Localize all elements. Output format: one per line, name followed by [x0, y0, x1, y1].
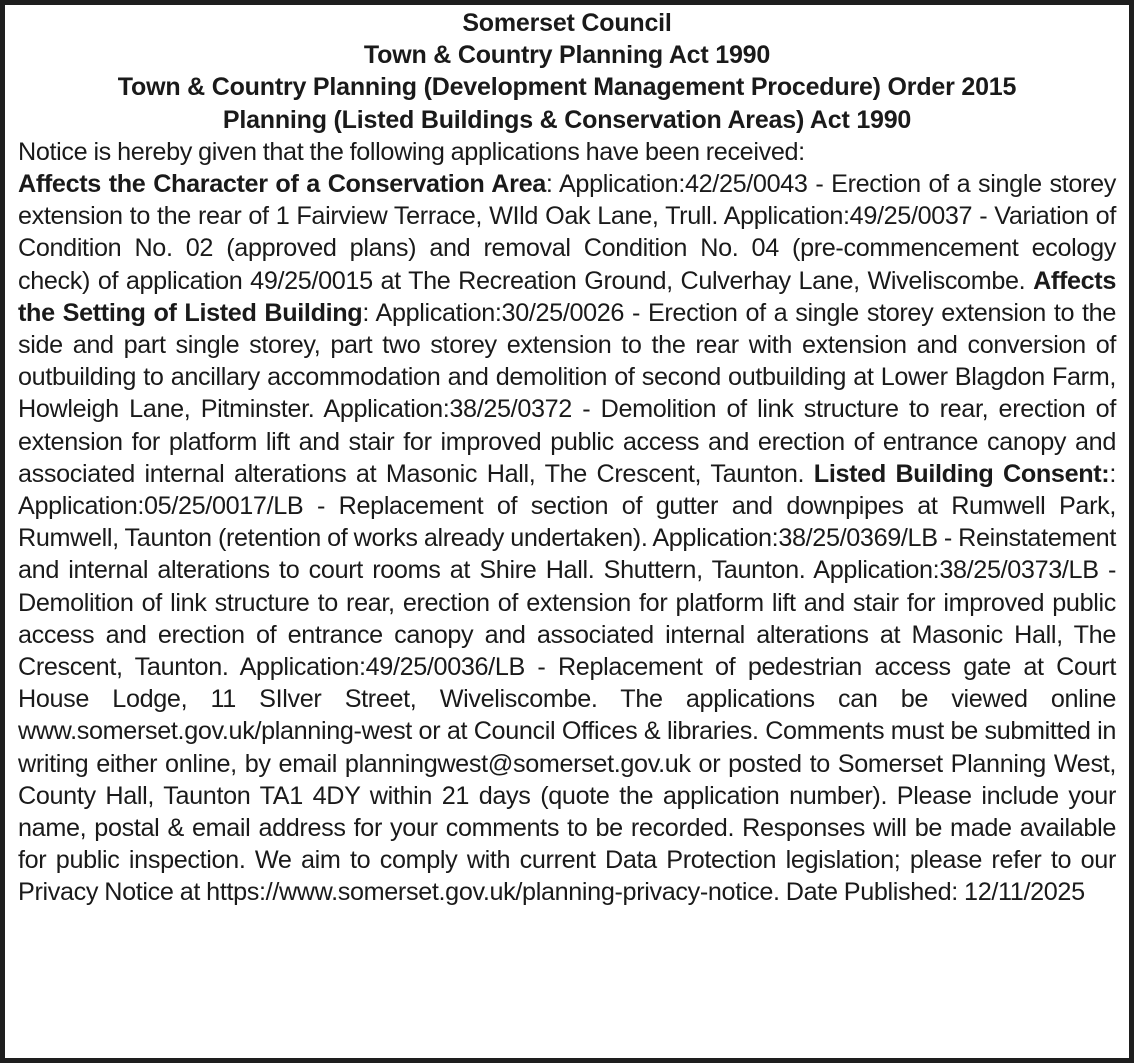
section-separator: :	[362, 298, 369, 327]
act-title-3: Planning (Listed Buildings & Conservation Areas) Act 1990	[222, 105, 912, 134]
section-separator: :	[1109, 459, 1116, 488]
applications-text	[18, 168, 1116, 909]
section-heading-listed-building-consent: Listed Building Consent:	[813, 459, 1110, 488]
section-separator: :	[545, 170, 553, 199]
council-name: Somerset Council	[462, 9, 672, 37]
section-text-listed-building-setting: Application:30/25/0026 - Erection of a single storey extension to the side and part single storey, part two storey extension to the rear with extension and conversion of outbuilding to ancillary accommodation and demolition of second outbuilding at Lower Blagdon Farm, Howleigh Lane, Pitminster. Application:38/25/0372 - Demolition of link structure to rear, erection of extension for platform lift and stair for improved public access and erection of entrance canopy and associated internal alterations at Masonic Hall, The Crescent, Taunton.	[18, 298, 1116, 488]
section-heading-listed-building-setting: Affects the Setting of Listed Building	[18, 266, 1116, 327]
section-text-listed-building-consent: Application:05/25/0017/LB - Replacement of section of gutter and downpipes at Rumwell Park, Rumwell, Taunton (retention of works already undertaken). Application:38/25/0369/LB - Reinstatement and internal alterations to court rooms at Shire Hall. Shuttern, Taunton. Application:38/25/0373/LB - Demolition of link structure to rear, erection of extension for platform lift and stair for improved public access and erection of entrance canopy and associated internal alterations at Masonic Hall, The Crescent, Taunton. Application:49/25/0036/LB - Replacement of pedestrian access gate at Court House Lodge, 11 SIlver Street, Wiveliscombe. The applications can be viewed online www.somerset.gov.uk/planning-west or at Council Offices & libraries. Comments must be submitted in writing either online, by email planningwest@somerset.gov.uk or posted to Somerset Planning West, County Hall, Taunton TA1 4DY within 21 days (quote the application number). Please include your name, postal & email address for your comments to be recorded. Responses will be made available for public inspection. We aim to comply with current Data Protection legislation; please refer to our Privacy Notice at https://www.somerset.gov.uk/planning-privacy-notice. Date Published: 12/11/2025	[18, 492, 1116, 907]
section-text-conservation-area: Application:42/25/0043 - Erection of a single storey extension to the rear of 1 Fairview Terrace, WIld Oak Lane, Trull. Application:49/25/0037 - Variation of Condition No. 02 (approved plans) and removal Condition No. 04 (pre-commencement ecology check) of application 49/25/0015 at The Recreation Ground, Culverhay Lane, Wiveliscombe.	[18, 170, 1116, 295]
act-title-2: Town & Country Planning (Development Management Procedure) Order 2015	[117, 73, 1017, 102]
notice-header	[18, 7, 1116, 136]
notice-body	[18, 136, 1116, 909]
section-heading-conservation-area: Affects the Character of a Conservation Area	[18, 170, 546, 199]
intro-text: Notice is hereby given that the following applications have been received:	[18, 137, 805, 166]
act-title-1: Town & Country Planning Act 1990	[363, 41, 771, 70]
